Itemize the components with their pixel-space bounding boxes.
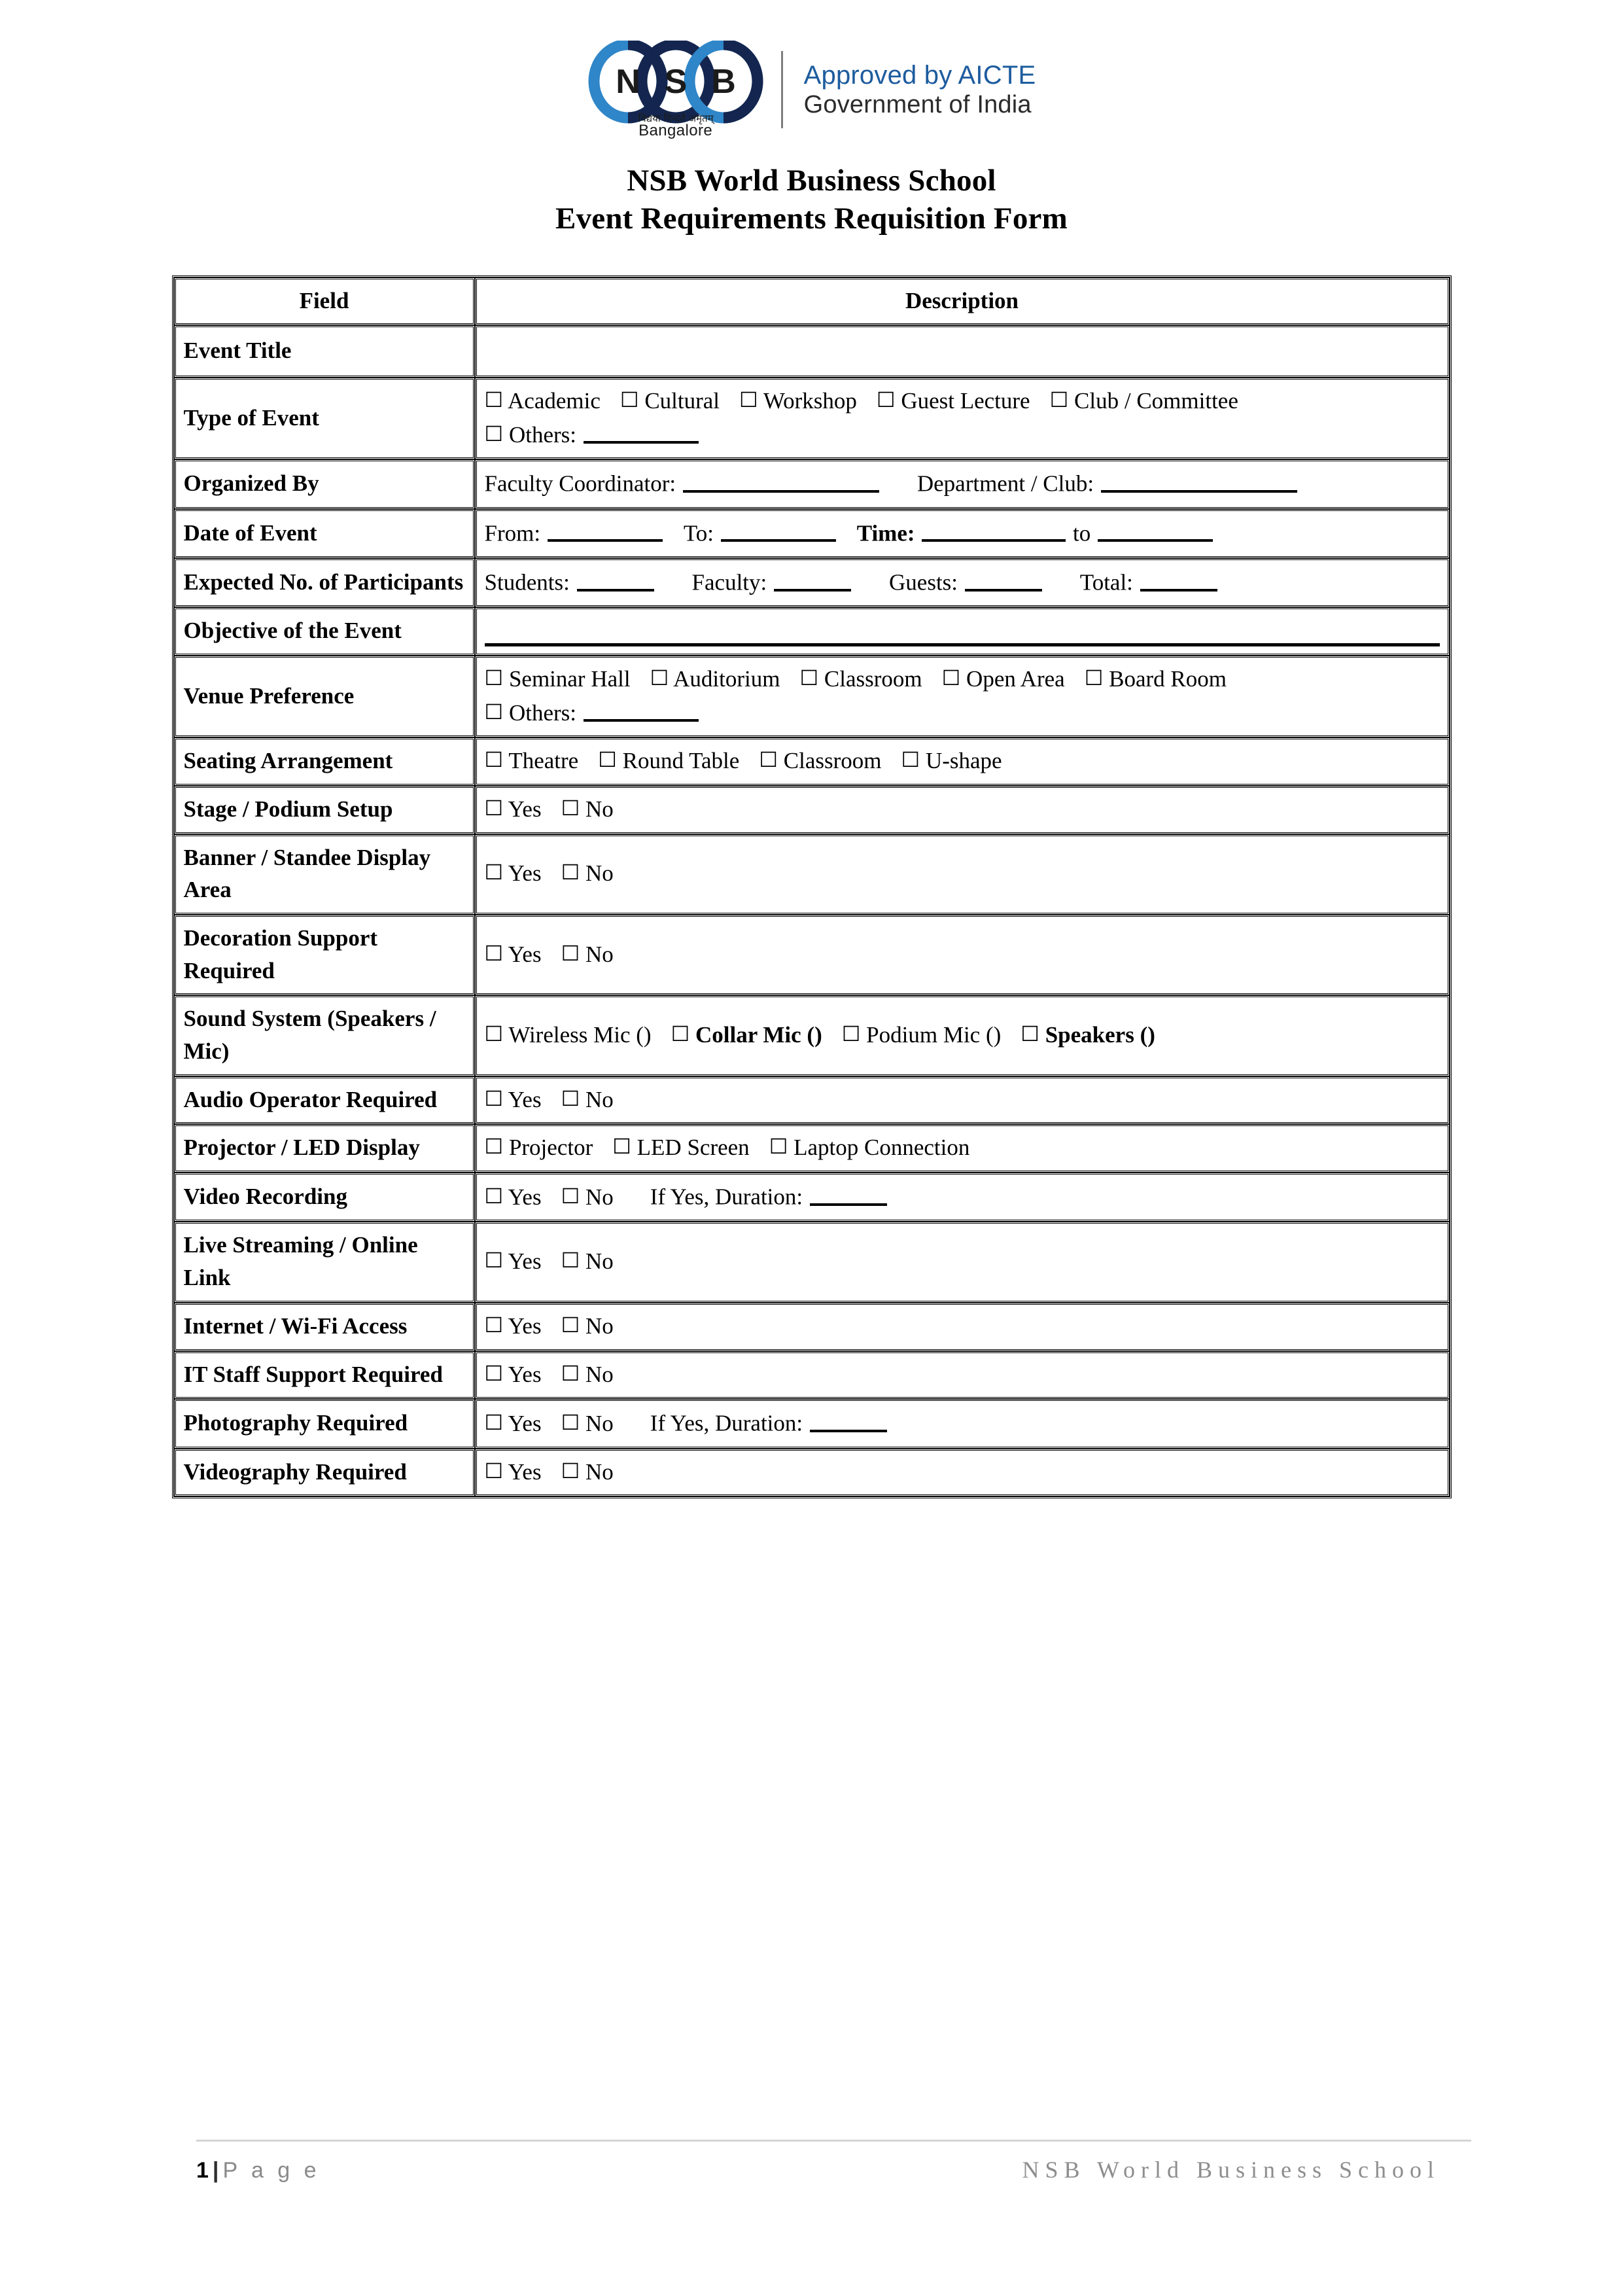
checkbox-option-no[interactable]: [561, 1459, 614, 1485]
option-label: Yes: [508, 1248, 542, 1275]
checkbox-option-open-area[interactable]: [942, 666, 1065, 692]
checkbox-icon[interactable]: ☐: [484, 1312, 504, 1337]
checkbox-option-no[interactable]: [561, 1313, 614, 1339]
duration-label: If Yes, Duration:: [650, 1184, 803, 1210]
checkbox-icon[interactable]: ☐: [484, 1021, 504, 1047]
checkbox-icon[interactable]: ☐: [561, 1248, 580, 1273]
field-label-video-recording: Video Recording: [174, 1173, 475, 1222]
checkbox-icon[interactable]: ☐: [484, 747, 504, 773]
checkbox-option-others[interactable]: [485, 700, 700, 726]
table-row: [174, 1173, 1450, 1222]
checkbox-icon[interactable]: ☐: [941, 665, 961, 691]
field-label-decoration-support: Decoration Support Required: [174, 915, 475, 995]
option-label: Projector: [508, 1135, 593, 1161]
table-row: [174, 915, 1450, 995]
option-label: No: [585, 1086, 614, 1112]
table-row: [174, 995, 1450, 1076]
checkbox-icon[interactable]: ☐: [799, 665, 819, 691]
duration-input[interactable]: [810, 1180, 887, 1206]
column-header-field: Field: [174, 277, 475, 326]
checkbox-option-yes[interactable]: [485, 1184, 542, 1210]
faculty-coordinator-input[interactable]: [683, 467, 879, 493]
checkbox-option-yes[interactable]: [485, 796, 542, 822]
total-count-input[interactable]: [1140, 565, 1217, 592]
option-label: Cultural: [644, 388, 720, 414]
option-label: Yes: [508, 1184, 542, 1210]
page-title-line1: NSB World Business School: [627, 164, 996, 198]
option-label: Open Area: [966, 666, 1065, 692]
svg-text:B: B: [710, 63, 736, 101]
checkbox-icon[interactable]: ☐: [876, 387, 896, 413]
table-row: [174, 786, 1450, 834]
option-label: Yes: [508, 1458, 542, 1485]
nsb-logo-mark: [587, 41, 764, 139]
field-label-stage-podium-setup: Stage / Podium Setup: [174, 786, 475, 834]
option-label: U-shape: [925, 748, 1002, 774]
option-label: Yes: [508, 1361, 542, 1387]
field-input-stage-podium-setup: [475, 786, 1450, 834]
field-label-organized-by: Organized By: [174, 459, 475, 508]
option-label: Yes: [508, 860, 542, 887]
checkbox-icon[interactable]: ☐: [739, 387, 758, 413]
field-input-projector-led: [475, 1124, 1450, 1173]
footer-page-word: P a g e: [222, 2158, 321, 2183]
table-row: [174, 737, 1450, 786]
table-row: [174, 1303, 1450, 1351]
checkbox-option-wireless-mic[interactable]: [485, 1022, 652, 1048]
checkbox-option-no[interactable]: [561, 1362, 614, 1387]
checkbox-option-speakers[interactable]: [1021, 1022, 1155, 1048]
option-label: No: [585, 860, 614, 887]
checkbox-option-guest-lecture[interactable]: [877, 388, 1030, 414]
field-label-date-of-event: Date of Event: [174, 509, 475, 558]
option-label: Yes: [508, 1410, 542, 1436]
checkbox-option-podium-mic[interactable]: [842, 1022, 1002, 1048]
checkbox-icon[interactable]: ☐: [484, 387, 504, 413]
checkbox-option-yes[interactable]: [485, 1248, 542, 1274]
checkbox-option-cultural[interactable]: [620, 388, 720, 414]
option-label: Workshop: [763, 388, 857, 414]
checkbox-icon[interactable]: ☐: [484, 1183, 504, 1209]
field-input-seating-arrangement: [475, 737, 1450, 786]
option-label: Yes: [508, 796, 542, 822]
checkbox-icon[interactable]: ☐: [841, 1021, 861, 1047]
checkbox-icon[interactable]: ☐: [561, 1458, 580, 1483]
checkbox-icon[interactable]: ☐: [484, 421, 504, 446]
option-label: No: [585, 1458, 614, 1485]
checkbox-option-club-committee[interactable]: [1050, 388, 1238, 414]
checkbox-option-board-room[interactable]: [1085, 666, 1227, 692]
field-input-banner-standee: [475, 834, 1450, 915]
option-label: Wireless Mic (): [508, 1022, 652, 1048]
table-row: [174, 607, 1450, 656]
checkbox-option-no[interactable]: [561, 1248, 614, 1274]
checkbox-option-yes[interactable]: [485, 1411, 542, 1436]
field-label-venue-preference: Venue Preference: [174, 656, 475, 737]
checkbox-icon[interactable]: ☐: [612, 1134, 631, 1159]
aicte-approval-line1: Approved by AICTE: [803, 60, 1036, 90]
option-label: No: [585, 941, 614, 967]
nsb-logo: [587, 41, 1036, 139]
from-date-input[interactable]: [548, 516, 663, 542]
option-label: Auditorium: [673, 666, 780, 692]
footer-divider: [196, 2140, 1471, 2142]
to-date-input[interactable]: [721, 516, 836, 542]
checkbox-icon[interactable]: ☐: [484, 940, 504, 966]
checkbox-option-classroom[interactable]: [799, 666, 922, 692]
faculty-coordinator-label: Faculty Coordinator:: [484, 471, 676, 497]
option-label: Academic: [508, 388, 601, 414]
checkbox-icon[interactable]: ☐: [769, 1134, 788, 1159]
footer-separator: |: [212, 2158, 219, 2183]
option-label: Guest Lecture: [901, 388, 1030, 414]
time-label: Time:: [856, 520, 915, 546]
field-label-live-streaming: Live Streaming / Online Link: [174, 1222, 475, 1302]
checkbox-option-yes[interactable]: [485, 1087, 542, 1112]
option-label: Yes: [508, 1086, 542, 1112]
sanskrit-motto: विद्यया विन्दते अमृतम्: [638, 113, 714, 124]
checkbox-icon[interactable]: ☐: [561, 1360, 580, 1386]
checkbox-option-yes[interactable]: [485, 1313, 542, 1339]
checkbox-icon[interactable]: ☐: [561, 940, 580, 966]
field-label-event-title: Event Title: [174, 325, 475, 378]
checkbox-option-theatre[interactable]: [485, 748, 579, 773]
field-input-expected-participants: [475, 558, 1450, 607]
checkbox-icon[interactable]: ☐: [484, 795, 504, 821]
option-label: Board Room: [1109, 666, 1227, 692]
option-label: LED Screen: [637, 1135, 750, 1161]
table-row: [174, 378, 1450, 459]
logo-divider: [781, 51, 783, 128]
field-input-photography-required: [475, 1399, 1450, 1448]
field-label-internet-wifi: Internet / Wi-Fi Access: [174, 1303, 475, 1351]
others-blank-input[interactable]: [584, 696, 699, 722]
aicte-approval-line2: Government of India: [803, 91, 1032, 119]
checkbox-option-laptop-connection[interactable]: [769, 1135, 970, 1160]
duration-input[interactable]: [810, 1406, 887, 1432]
field-label-projector-led: Projector / LED Display: [174, 1124, 475, 1173]
table-row: [174, 1351, 1450, 1400]
field-label-type-of-event: Type of Event: [174, 378, 475, 459]
field-input-venue-preference: [475, 656, 1450, 737]
checkbox-icon[interactable]: ☐: [484, 1458, 504, 1483]
field-input-decoration-support: [475, 915, 1450, 995]
checkbox-option-workshop[interactable]: [739, 388, 857, 414]
checkbox-icon[interactable]: ☐: [561, 1086, 580, 1111]
table-header-row: [174, 277, 1450, 326]
checkbox-icon[interactable]: ☐: [484, 1248, 504, 1273]
faculty-label: Faculty:: [691, 569, 767, 595]
checkbox-option-no[interactable]: [561, 796, 614, 822]
option-label: No: [585, 1361, 614, 1387]
students-label: Students:: [484, 569, 570, 595]
checkbox-option-no[interactable]: [561, 860, 614, 886]
option-label: No: [585, 796, 614, 822]
time-from-input[interactable]: [922, 516, 1066, 542]
checkbox-icon[interactable]: ☐: [484, 1086, 504, 1111]
field-label-videography-required: Videography Required: [174, 1449, 475, 1497]
option-label: Classroom: [783, 748, 882, 774]
checkbox-option-no[interactable]: [561, 942, 614, 967]
option-label: Laptop Connection: [794, 1135, 970, 1161]
checkbox-icon[interactable]: ☐: [1049, 387, 1069, 413]
checkbox-option-academic[interactable]: [485, 388, 601, 414]
checkbox-option-seminar-hall[interactable]: [485, 666, 631, 692]
option-label: Seminar Hall: [508, 666, 631, 692]
table-row: [174, 1449, 1450, 1497]
checkbox-icon[interactable]: ☐: [484, 665, 504, 691]
event-requirements-table: [172, 275, 1452, 1499]
table-row: [174, 1399, 1450, 1448]
checkbox-icon[interactable]: ☐: [561, 795, 580, 821]
checkbox-icon[interactable]: ☐: [901, 747, 920, 773]
time-to-input[interactable]: [1098, 516, 1213, 542]
option-label: Speakers (): [1045, 1022, 1155, 1048]
column-header-description: Description: [475, 277, 1450, 326]
option-label: No: [585, 1410, 614, 1436]
checkbox-icon[interactable]: ☐: [1084, 665, 1104, 691]
field-input-video-recording: [475, 1173, 1450, 1222]
field-label-banner-standee: Banner / Standee Display Area: [174, 834, 475, 915]
checkbox-option-u-shape[interactable]: [901, 748, 1002, 773]
svg-text:N: N: [615, 63, 640, 101]
option-label: Classroom: [824, 666, 922, 692]
document-header: [0, 0, 1623, 139]
field-input-videography-required: [475, 1449, 1450, 1497]
table-row: [174, 656, 1450, 737]
checkbox-option-yes[interactable]: [485, 1362, 542, 1387]
field-label-it-staff-support: IT Staff Support Required: [174, 1351, 475, 1400]
option-label: Round Table: [622, 748, 740, 774]
field-label-expected-participants: Expected No. of Participants: [174, 558, 475, 607]
table-row: [174, 834, 1450, 915]
field-input-internet-wifi: [475, 1303, 1450, 1351]
department-club-input[interactable]: [1101, 467, 1297, 493]
footer-page-number: 1: [196, 2158, 209, 2183]
field-input-organized-by: [475, 459, 1450, 508]
field-label-objective: Objective of the Event: [174, 607, 475, 656]
field-label-audio-operator: Audio Operator Required: [174, 1076, 475, 1125]
field-label-sound-system: Sound System (Speakers / Mic): [174, 995, 475, 1076]
table-row: [174, 558, 1450, 607]
table-row: [174, 1076, 1450, 1125]
option-label: No: [585, 1313, 614, 1339]
total-label: Total:: [1079, 569, 1133, 595]
checkbox-option-yes[interactable]: [485, 860, 542, 886]
field-label-seating-arrangement: Seating Arrangement: [174, 737, 475, 786]
checkbox-icon[interactable]: ☐: [1021, 1021, 1039, 1047]
table-row: [174, 325, 1450, 378]
checkbox-icon[interactable]: ☐: [561, 1183, 580, 1209]
footer-page-indicator: [196, 2158, 321, 2183]
table-row: [174, 1222, 1450, 1302]
field-input-event-title[interactable]: [475, 325, 1450, 378]
checkbox-icon[interactable]: ☐: [561, 1312, 580, 1337]
field-input-type-of-event: [475, 378, 1450, 459]
faculty-count-input[interactable]: [774, 565, 851, 592]
checkbox-option-no[interactable]: [561, 1087, 614, 1112]
duration-label: If Yes, Duration:: [650, 1410, 803, 1436]
students-count-input[interactable]: [577, 565, 654, 592]
option-label: No: [585, 1184, 614, 1210]
field-input-date-of-event: [475, 509, 1450, 558]
field-input-live-streaming: [475, 1222, 1450, 1302]
checkbox-option-yes[interactable]: [485, 1459, 542, 1485]
option-label: Collar Mic (): [695, 1022, 822, 1048]
to-label: To:: [683, 520, 714, 546]
option-label: Club / Committee: [1074, 388, 1238, 414]
page-title-line2: Event Requirements Requisition Form: [555, 201, 1068, 236]
option-label: Others:: [508, 699, 576, 726]
aicte-approval-text: [800, 60, 1036, 119]
checkbox-option-projector[interactable]: [485, 1135, 593, 1160]
checkbox-option-yes[interactable]: [485, 942, 542, 967]
checkbox-icon[interactable]: ☐: [484, 860, 504, 885]
footer-institution-name: NSB World Business School: [1022, 2157, 1440, 2183]
table-row: [174, 509, 1450, 558]
checkbox-option-no[interactable]: [561, 1411, 614, 1436]
checkbox-option-classroom[interactable]: [759, 748, 881, 773]
svg-text:S: S: [664, 63, 687, 101]
checkbox-icon[interactable]: ☐: [484, 1409, 504, 1435]
guests-label: Guests:: [889, 569, 958, 595]
checkbox-option-no[interactable]: [561, 1184, 614, 1210]
table-row: [174, 1124, 1450, 1173]
option-label: No: [585, 1248, 614, 1275]
checkbox-option-auditorium[interactable]: [650, 666, 780, 692]
checkbox-option-collar-mic[interactable]: [671, 1022, 822, 1048]
option-label: Theatre: [508, 748, 579, 774]
field-label-photography-required: Photography Required: [174, 1399, 475, 1448]
page-title: [0, 162, 1623, 238]
checkbox-icon[interactable]: ☐: [671, 1021, 690, 1047]
option-label: Podium Mic (): [866, 1022, 1002, 1048]
table-row: [174, 459, 1450, 508]
checkbox-icon[interactable]: ☐: [561, 860, 580, 885]
others-blank-input[interactable]: [584, 417, 699, 444]
guests-count-input[interactable]: [965, 565, 1042, 592]
option-label: Yes: [508, 1313, 542, 1339]
checkbox-icon[interactable]: ☐: [484, 1360, 504, 1386]
form-table-container: [172, 275, 1452, 1499]
checkbox-icon[interactable]: ☐: [484, 699, 504, 724]
field-input-audio-operator: [475, 1076, 1450, 1125]
page-footer: [196, 2140, 1471, 2183]
field-input-it-staff-support: [475, 1351, 1450, 1400]
time-to-word: to: [1073, 520, 1091, 546]
option-label: Yes: [508, 941, 542, 967]
option-label: Others:: [508, 421, 576, 448]
checkbox-option-others[interactable]: [485, 422, 700, 448]
checkbox-icon[interactable]: ☐: [759, 747, 778, 773]
department-club-label: Department / Club:: [916, 471, 1094, 497]
checkbox-icon[interactable]: ☐: [561, 1409, 580, 1435]
checkbox-icon[interactable]: ☐: [650, 665, 669, 691]
from-label: From:: [484, 520, 541, 546]
checkbox-icon[interactable]: ☐: [598, 747, 617, 773]
logo-city-label: Bangalore: [638, 122, 713, 139]
objective-write-line[interactable]: [485, 643, 1440, 646]
field-input-sound-system: [475, 995, 1450, 1076]
checkbox-icon[interactable]: ☐: [620, 387, 639, 413]
checkbox-option-round-table[interactable]: [598, 748, 739, 773]
field-input-objective[interactable]: [475, 607, 1450, 656]
checkbox-option-led-screen[interactable]: [612, 1135, 749, 1160]
checkbox-icon[interactable]: ☐: [484, 1134, 504, 1159]
